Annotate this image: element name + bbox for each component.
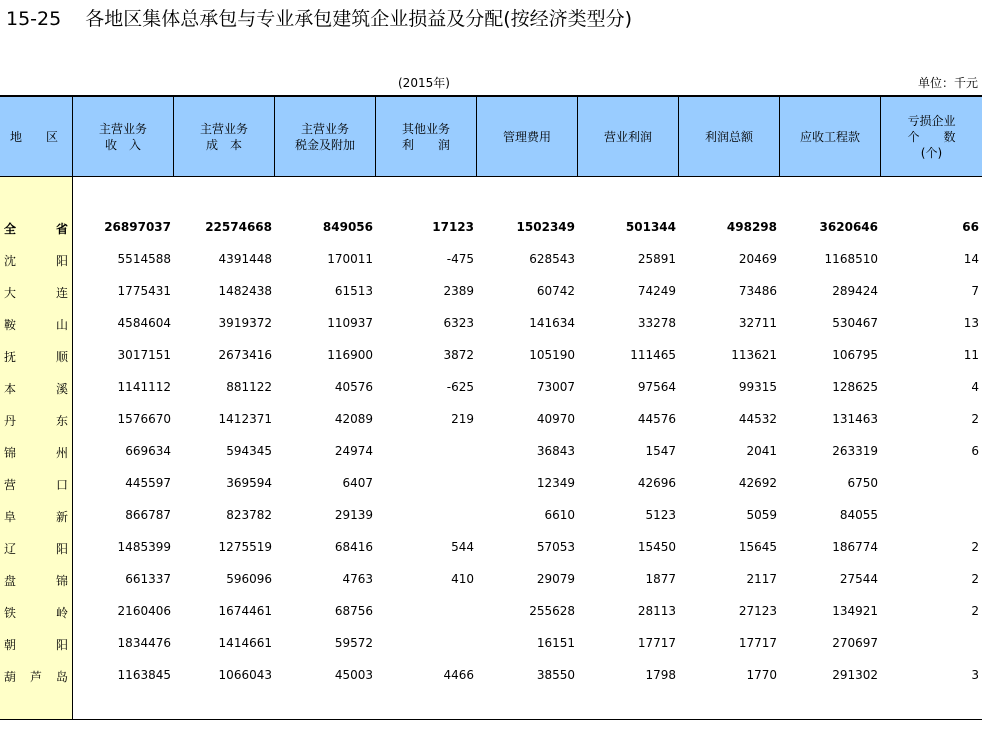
value-cell: 1482438 <box>218 284 272 298</box>
value-cell: 823782 <box>226 508 272 522</box>
value-cell: 1275519 <box>218 540 272 554</box>
value-cell: 2117 <box>746 572 777 586</box>
value-cell: 369594 <box>226 476 272 490</box>
region-name-char: 东 <box>55 414 68 428</box>
header-cell: 管理费用 <box>477 97 578 177</box>
table-row <box>0 628 982 660</box>
value-cell: 12349 <box>536 476 575 490</box>
region-name-char: 葫 <box>4 670 17 684</box>
value-cell: 33278 <box>637 316 676 330</box>
value-cell: 628543 <box>529 252 575 266</box>
header-cell: 主营业务 成 本 <box>174 97 275 177</box>
value-cell: 1412371 <box>218 412 272 426</box>
region-name <box>4 604 68 621</box>
value-cell: 530467 <box>832 316 878 330</box>
value-cell: 501344 <box>625 220 676 234</box>
table-row <box>0 276 982 308</box>
value-cell: 66 <box>962 220 979 234</box>
value-cell: 44576 <box>637 412 676 426</box>
value-cell: 849056 <box>322 220 373 234</box>
region-name <box>4 220 68 237</box>
value-cell: 1798 <box>645 668 676 682</box>
value-cell: 1141112 <box>117 380 171 394</box>
region-name-char: 阳 <box>55 542 68 556</box>
table-row <box>0 340 982 372</box>
region-name-char: 盘 <box>4 574 17 588</box>
value-cell: 14 <box>963 252 979 266</box>
table-row <box>0 532 982 564</box>
header-cell: 营业利润 <box>578 97 679 177</box>
value-cell: 27544 <box>839 572 878 586</box>
value-cell: 410 <box>451 572 474 586</box>
region-name-char: 营 <box>4 478 17 492</box>
region-name <box>4 508 68 525</box>
header-cell: 利润总额 <box>679 97 780 177</box>
value-cell: 57053 <box>536 540 575 554</box>
value-cell: 5123 <box>645 508 676 522</box>
value-cell: 544 <box>451 540 474 554</box>
value-cell: -475 <box>446 252 474 266</box>
value-cell: 17717 <box>637 636 676 650</box>
region-name-char: 锦 <box>4 446 17 460</box>
value-cell: 270697 <box>832 636 878 650</box>
table-header <box>0 95 982 177</box>
value-cell: 3919372 <box>218 316 272 330</box>
value-cell: -625 <box>446 380 474 394</box>
value-cell: 131463 <box>832 412 878 426</box>
table-row-total <box>0 212 982 244</box>
value-cell: 42089 <box>334 412 373 426</box>
value-cell: 1877 <box>645 572 676 586</box>
region-name <box>4 316 68 333</box>
region-name-char: 阳 <box>55 638 68 652</box>
value-cell: 4584604 <box>117 316 171 330</box>
value-cell: 291302 <box>832 668 878 682</box>
value-cell: 6 <box>971 444 979 458</box>
region-name-char: 大 <box>4 286 17 300</box>
value-cell: 1485399 <box>117 540 171 554</box>
region-name-char: 岛 <box>55 670 68 684</box>
region-name <box>4 572 68 589</box>
table-row <box>0 436 982 468</box>
table-row <box>0 500 982 532</box>
value-cell: 99315 <box>738 380 777 394</box>
value-cell: 1163845 <box>117 668 171 682</box>
table-row <box>0 372 982 404</box>
region-name-char: 顺 <box>55 350 68 364</box>
value-cell: 84055 <box>839 508 878 522</box>
region-name <box>4 380 68 397</box>
value-cell: 6407 <box>342 476 373 490</box>
region-name-char: 朝 <box>4 638 17 652</box>
value-cell: 6610 <box>544 508 575 522</box>
region-name <box>4 476 68 493</box>
table-number: 15-25 <box>6 8 62 30</box>
region-name <box>4 444 68 461</box>
region-name <box>4 348 68 365</box>
value-cell: 61513 <box>334 284 373 298</box>
header-cell: 主营业务 收 入 <box>73 97 174 177</box>
value-cell: 3620646 <box>819 220 878 234</box>
value-cell: 4763 <box>342 572 373 586</box>
value-cell: 36843 <box>536 444 575 458</box>
value-cell: 29079 <box>536 572 575 586</box>
value-cell: 1502349 <box>516 220 575 234</box>
value-cell: 59572 <box>334 636 373 650</box>
region-name-char: 丹 <box>4 414 17 428</box>
region-name-char: 州 <box>55 446 68 460</box>
value-cell: 110937 <box>327 316 373 330</box>
value-cell: 219 <box>451 412 474 426</box>
table-row <box>0 468 982 500</box>
value-cell: 22574668 <box>205 220 272 234</box>
value-cell: 38550 <box>536 668 575 682</box>
value-cell: 24974 <box>334 444 373 458</box>
region-name-char: 阜 <box>4 510 17 524</box>
value-cell: 28113 <box>637 604 676 618</box>
value-cell: 4 <box>971 380 979 394</box>
region-name-char: 口 <box>55 478 68 492</box>
table-row <box>0 660 982 692</box>
value-cell: 16151 <box>536 636 575 650</box>
value-cell: 1414661 <box>218 636 272 650</box>
region-name <box>4 252 68 269</box>
value-cell: 2 <box>971 604 979 618</box>
value-cell: 5514588 <box>117 252 171 266</box>
value-cell: 1547 <box>645 444 676 458</box>
value-cell: 3 <box>971 668 979 682</box>
region-name <box>4 636 68 653</box>
value-cell: 3017151 <box>117 348 171 362</box>
region-name-char: 溪 <box>55 382 68 396</box>
value-cell: 1066043 <box>218 668 272 682</box>
value-cell: 1834476 <box>117 636 171 650</box>
value-cell: 4466 <box>443 668 474 682</box>
value-cell: 289424 <box>832 284 878 298</box>
value-cell: 2389 <box>443 284 474 298</box>
value-cell: 669634 <box>125 444 171 458</box>
header-cell: 地 区 <box>0 97 73 177</box>
region-name-char: 芦 <box>29 670 42 684</box>
value-cell: 105190 <box>529 348 575 362</box>
header-cell: 其他业务 利 润 <box>376 97 477 177</box>
value-cell: 2 <box>971 572 979 586</box>
value-cell: 134921 <box>832 604 878 618</box>
value-cell: 7 <box>971 284 979 298</box>
value-cell: 13 <box>963 316 979 330</box>
value-cell: 42692 <box>738 476 777 490</box>
value-cell: 116900 <box>327 348 373 362</box>
region-name-char: 新 <box>55 510 68 524</box>
value-cell: 170011 <box>327 252 373 266</box>
region-name-char: 锦 <box>55 574 68 588</box>
value-cell: 15450 <box>637 540 676 554</box>
region-name <box>4 284 68 301</box>
value-cell: 498298 <box>726 220 777 234</box>
value-cell: 73007 <box>536 380 575 394</box>
value-cell: 60742 <box>536 284 575 298</box>
value-cell: 20469 <box>738 252 777 266</box>
header-cell: 应收工程款 <box>780 97 881 177</box>
value-cell: 186774 <box>832 540 878 554</box>
header-cell: 主营业务 税金及附加 <box>275 97 376 177</box>
value-cell: 6750 <box>847 476 878 490</box>
value-cell: 1576670 <box>117 412 171 426</box>
value-cell: 141634 <box>529 316 575 330</box>
table-row <box>0 308 982 340</box>
value-cell: 42696 <box>637 476 676 490</box>
value-cell: 866787 <box>125 508 171 522</box>
region-name-char: 沈 <box>4 254 17 268</box>
region-name-char: 山 <box>55 318 68 332</box>
table-title: 各地区集体总承包与专业承包建筑企业损益及分配(按经济类型分) <box>85 8 633 30</box>
page-title <box>6 4 632 31</box>
value-cell: 45003 <box>334 668 373 682</box>
value-cell: 1770 <box>746 668 777 682</box>
value-cell: 881122 <box>226 380 272 394</box>
value-cell: 3872 <box>443 348 474 362</box>
value-cell: 4391448 <box>218 252 272 266</box>
table-row <box>0 244 982 276</box>
value-cell: 1168510 <box>824 252 878 266</box>
value-cell: 111465 <box>630 348 676 362</box>
value-cell: 113621 <box>731 348 777 362</box>
region-name-char: 岭 <box>55 606 68 620</box>
year-label: (2015年) <box>398 76 450 90</box>
table-row <box>0 596 982 628</box>
value-cell: 17123 <box>432 220 474 234</box>
value-cell: 5059 <box>746 508 777 522</box>
value-cell: 255628 <box>529 604 575 618</box>
value-cell: 68416 <box>334 540 373 554</box>
value-cell: 128625 <box>832 380 878 394</box>
region-name-char: 抚 <box>4 350 17 364</box>
region-name <box>4 412 68 429</box>
value-cell: 17717 <box>738 636 777 650</box>
region-name-char: 连 <box>55 286 68 300</box>
value-cell: 2673416 <box>218 348 272 362</box>
value-cell: 74249 <box>637 284 676 298</box>
value-cell: 263319 <box>832 444 878 458</box>
region-name <box>4 668 68 685</box>
region-name-char: 全 <box>4 222 17 236</box>
unit-label: 单位：千元 <box>917 76 978 90</box>
value-cell: 44532 <box>738 412 777 426</box>
value-cell: 445597 <box>125 476 171 490</box>
value-cell: 73486 <box>738 284 777 298</box>
value-cell: 11 <box>963 348 979 362</box>
value-cell: 594345 <box>226 444 272 458</box>
value-cell: 40970 <box>536 412 575 426</box>
region-name-char: 鞍 <box>4 318 17 332</box>
region-name-char: 阳 <box>55 254 68 268</box>
region-name-char: 铁 <box>4 606 17 620</box>
header-cell: 亏损企业 个 数 (个) <box>907 114 956 160</box>
value-cell: 1775431 <box>117 284 171 298</box>
value-cell: 97564 <box>637 380 676 394</box>
value-cell: 2160406 <box>117 604 171 618</box>
value-cell: 2041 <box>746 444 777 458</box>
table-bottom-border <box>0 719 982 720</box>
value-cell: 40576 <box>334 380 373 394</box>
value-cell: 15645 <box>738 540 777 554</box>
value-cell: 661337 <box>125 572 171 586</box>
value-cell: 2 <box>971 540 979 554</box>
region-name-char: 省 <box>55 222 68 236</box>
value-cell: 27123 <box>738 604 777 618</box>
table-row <box>0 404 982 436</box>
value-cell: 25891 <box>637 252 676 266</box>
value-cell: 596096 <box>226 572 272 586</box>
value-cell: 32711 <box>738 316 777 330</box>
table-row <box>0 564 982 596</box>
region-name-char: 辽 <box>4 542 17 556</box>
region-name-char: 本 <box>4 382 17 396</box>
region-name <box>4 540 68 557</box>
value-cell: 29139 <box>334 508 373 522</box>
value-cell: 26897037 <box>104 220 171 234</box>
value-cell: 2 <box>971 412 979 426</box>
value-cell: 6323 <box>443 316 474 330</box>
value-cell: 1674461 <box>218 604 272 618</box>
value-cell: 106795 <box>832 348 878 362</box>
value-cell: 68756 <box>334 604 373 618</box>
